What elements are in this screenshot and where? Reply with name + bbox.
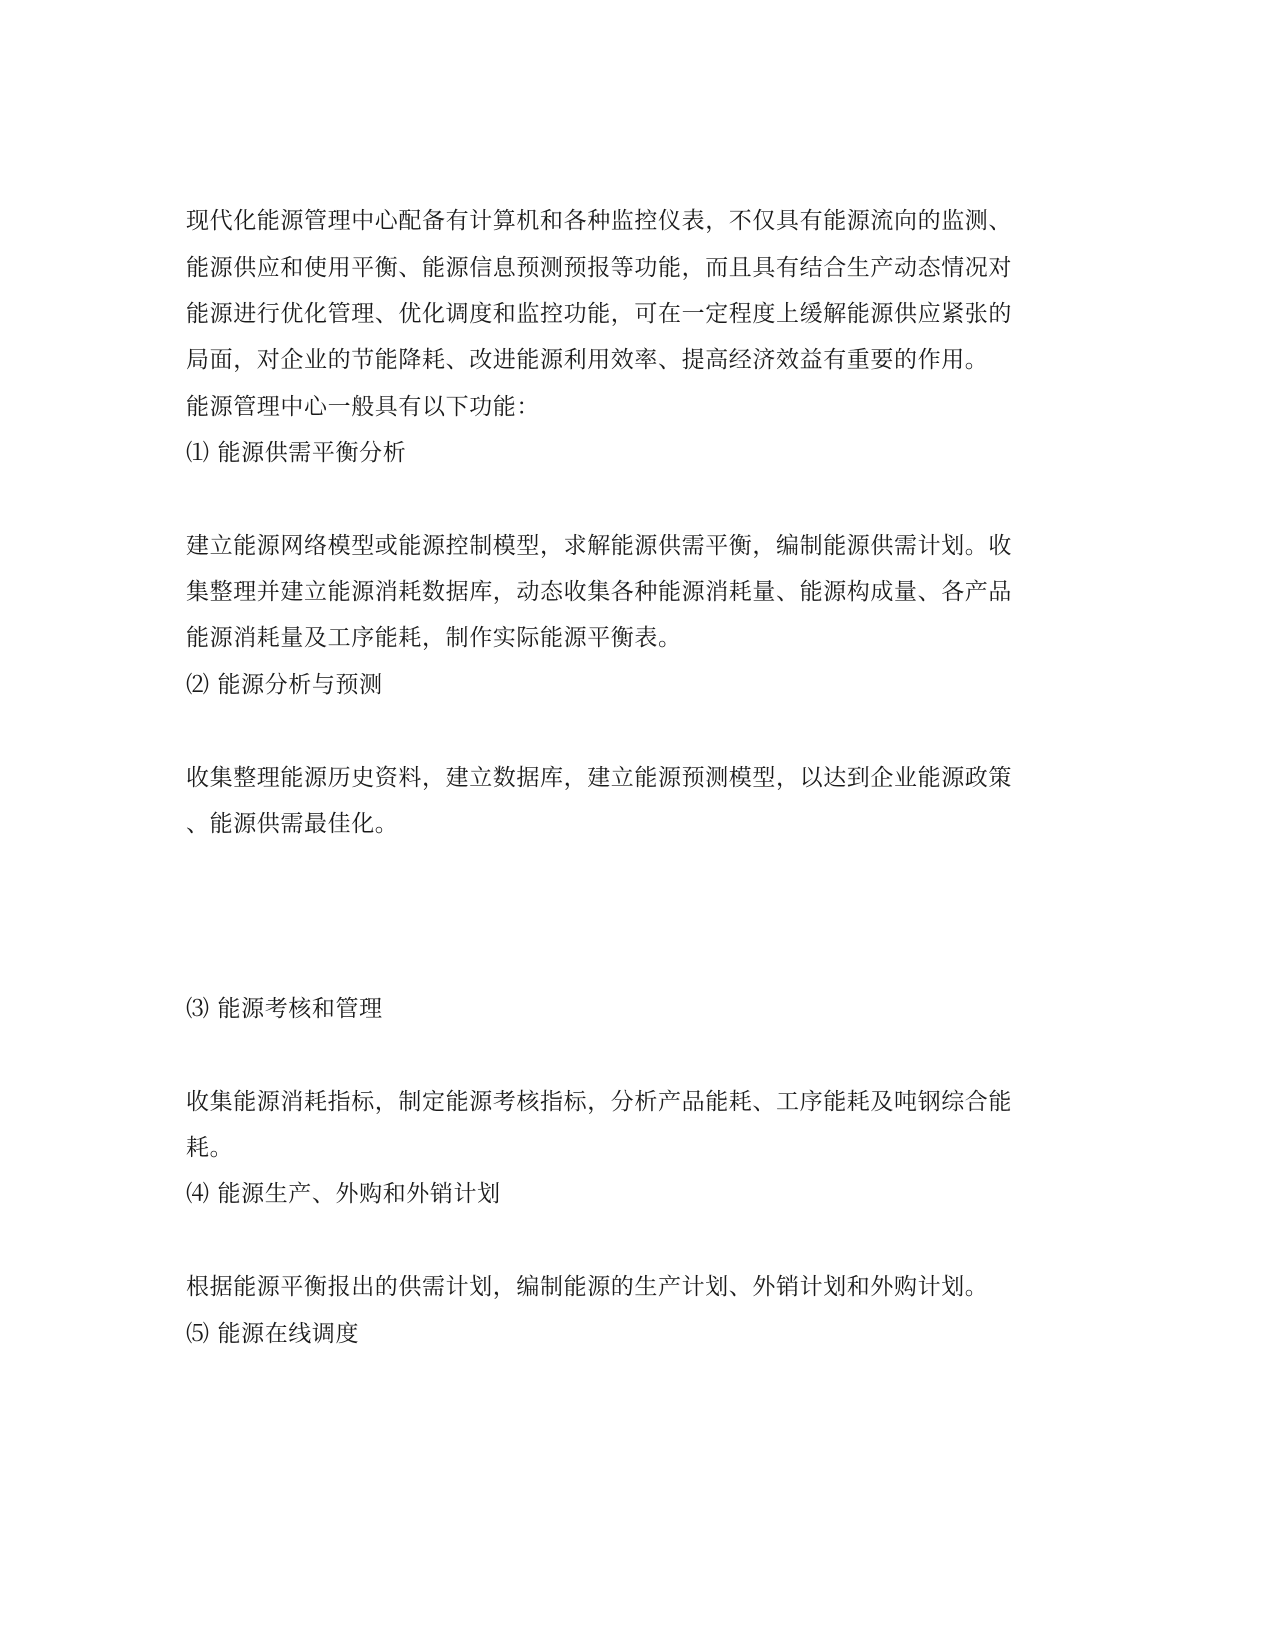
functions-intro: 能源管理中心一般具有以下功能： [186,394,540,420]
intro-line: 现代化能源管理中心配备有计算机和各种监控仪表，不仅具有能源流向的监测、 [186,208,1012,234]
section-heading-1: ⑴ 能源供需平衡分析 [186,440,407,466]
section-4-body-line: 根据能源平衡报出的供需计划，编制能源的生产计划、外销计划和外购计划。 [186,1274,989,1300]
intro-line: 能源供应和使用平衡、能源信息预测预报等功能，而且具有结合生产动态情况对 [186,255,1012,281]
section-3-body-line: 收集能源消耗指标，制定能源考核指标，分析产品能耗、工序能耗及吨钢综合能 [186,1089,1012,1115]
intro-line: 局面，对企业的节能降耗、改进能源利用效率、提高经济效益有重要的作用。 [186,347,989,373]
section-heading-2: ⑵ 能源分析与预测 [186,672,383,698]
section-2-body-line: 、能源供需最佳化。 [186,811,399,837]
section-2-body-line: 收集整理能源历史资料，建立数据库，建立能源预测模型，以达到企业能源政策 [186,765,1012,791]
section-3-body-line: 耗。 [186,1135,234,1161]
section-heading-3: ⑶ 能源考核和管理 [186,996,383,1022]
section-1-body-line: 建立能源网络模型或能源控制模型，求解能源供需平衡，编制能源供需计划。收 [186,533,1012,559]
section-heading-4: ⑷ 能源生产、外购和外销计划 [186,1181,501,1207]
section-1-body-line: 能源消耗量及工序能耗，制作实际能源平衡表。 [186,625,682,651]
section-heading-5: ⑸ 能源在线调度 [186,1321,360,1347]
section-1-body-line: 集整理并建立能源消耗数据库，动态收集各种能源消耗量、能源构成量、各产品 [186,579,1012,605]
intro-line: 能源进行优化管理、优化调度和监控功能，可在一定程度上缓解能源供应紧张的 [186,301,1012,327]
